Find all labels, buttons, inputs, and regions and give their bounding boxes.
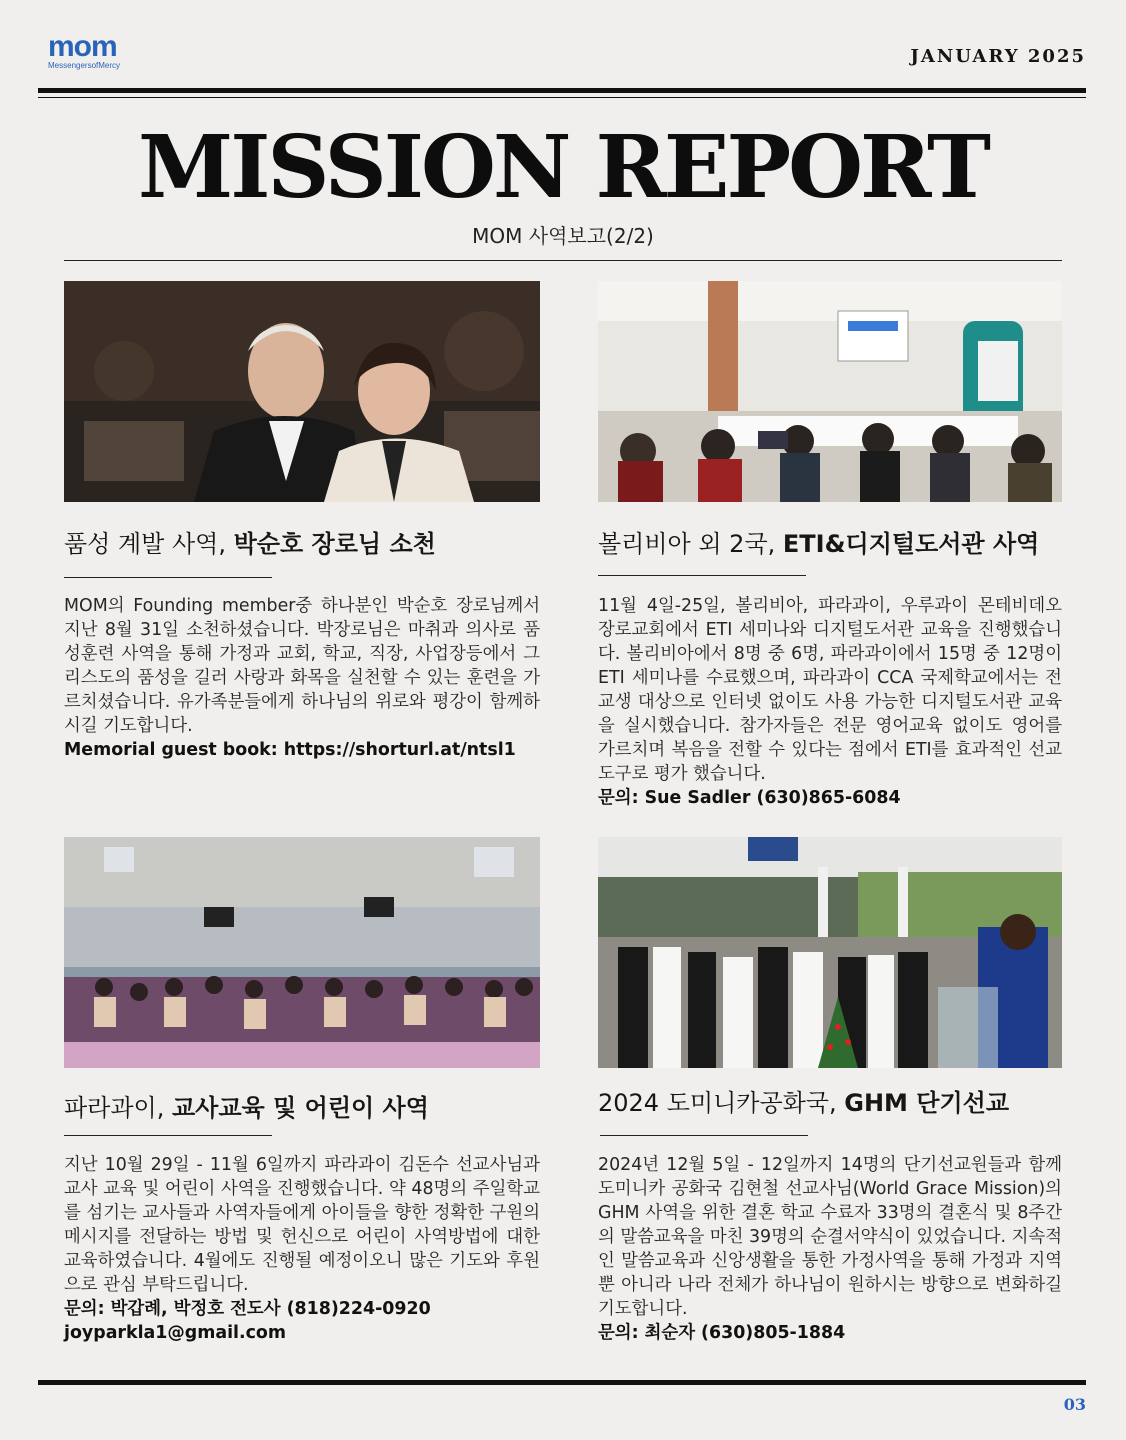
article-4-headline-bold: GHM 단기선교 [844,1089,1010,1117]
page-number: 03 [1063,1395,1086,1414]
article-3-body [64,1153,540,1345]
article-1-contact: Memorial guest book: https://shorturl.at/ntsl1 [64,740,516,760]
photo-dominican-wedding [598,837,1062,1068]
article-3-headline-bold: 교사교육 및 어린이 사역 [172,1094,429,1122]
article-1-text: MOM의 Founding member중 하나분인 박순호 장로님께서 지난 8월 31일 소천하셨습니다. 박장로님은 마취과 의사로 품성훈련 사역을 통해 가정과 교회, 학교, 직장, 사업장등에서 그리스도의 품성을 길러 사랑과 화목을 실천할 수 있는 훈련을 가르치셨습니다. 유가족분들에게 하나님의 위로와 평강이 함께하시길 기도합니다. [64,596,540,736]
article-1-headline-prefix: 품성 계발 사역, [64,530,234,558]
article-2-text: 11월 4일-25일, 볼리비아, 파라과이, 우루과이 몬테비데오 장로교회에서 ETI 세미나와 디지털도서관 교육을 진행했습니다. 볼리비아에서 8명 중 6명, 파라과이에서 15명 중 12명이 ETI 세미나를 수료했으며, 파라과이 CCA 국제학교에서는 전교생 대상으로 인터넷 없이도 사용 가능한 디지털도서관 교육을 실시했습니다. 참가자들은 전문 영어교육 없이도 영어를 가르치며 복음을 전할 수 있다는 점에서 ETI를 효과적인 선교 도구로 평가 했습니다. [598,596,1062,784]
logo-tagline: MessengersofMercy [48,61,121,70]
article-4-text: 2024년 12월 5일 - 12일까지 14명의 단기선교원들과 함께 도미니카 공화국 김현철 선교사님(World Grace Mission)의 GHM 사역을 위한 결혼 학교 수료자 33명의 결혼식 및 8주간의 말씀교육을 마친 39명의 순결서약식이 있었습니다. 지속적인 말씀교육과 신앙생활을 통한 가정사역을 통해 가정과 지역 뿐 아니라 나라 전체가 하나님이 원하시는 방향으로 변화하길 기도합니다. [598,1155,1063,1319]
article-4-headline-prefix: 2024 도미니카공화국, [598,1089,845,1117]
article-3-headline [64,1093,429,1123]
page-title: MISSION REPORT [138,117,988,218]
article-4-headline [598,1088,1009,1118]
article-3-text: 지난 10월 29일 - 11월 6일까지 파라과이 김돈수 선교사님과 교사 교육 및 어린이 사역을 진행했습니다. 약 48명의 주일학교를 섬기는 교사들과 사역자들에게 아이들을 향한 정확한 구원의 메시지를 전달하는 방법 및 헌신으로 어린이 사역방법에 대한 교육하였습니다. 4월에도 진행될 예정이오니 많은 기도와 후원으로 관심 부탁드립니다. [64,1155,540,1295]
mom-logo [48,30,132,70]
article-2-body [598,594,1062,810]
photo-eti-seminar [598,281,1062,502]
article-2-rule [598,575,806,576]
subtitle-rule [64,260,1062,261]
header-rule-thick [38,88,1086,93]
page-subtitle: MOM 사역보고(2/2) [472,224,654,248]
article-2-contact: 문의: Sue Sadler (630)865-6084 [598,788,901,808]
article-3-email: joyparkla1@gmail.com [64,1323,286,1343]
article-1-headline-bold: 박순호 장로님 소천 [233,530,436,558]
article-4-contact: 문의: 최순자 (630)805-1884 [598,1323,846,1343]
photo-teacher-training [64,837,540,1068]
header-rule-thin [38,97,1086,98]
article-3-rule [64,1135,272,1136]
article-2-headline [598,529,1039,559]
issue-date: JANUARY 2025 [910,46,1086,67]
logo-text: mom [48,30,117,63]
article-4-body [598,1153,1062,1345]
article-3-headline-prefix: 파라과이, [64,1094,172,1122]
photo-memorial-couple [64,281,540,502]
article-3-contact: 문의: 박갑례, 박정호 전도사 (818)224-0920 [64,1299,431,1319]
article-4-rule [600,1135,808,1136]
article-2-headline-bold: ETI&디지털도서관 사역 [782,530,1040,558]
article-1-rule [64,577,272,578]
article-2-headline-prefix: 볼리비아 외 2국, [598,530,783,558]
article-1-body [64,594,540,762]
article-1-headline [64,529,436,559]
footer-rule [38,1380,1086,1385]
